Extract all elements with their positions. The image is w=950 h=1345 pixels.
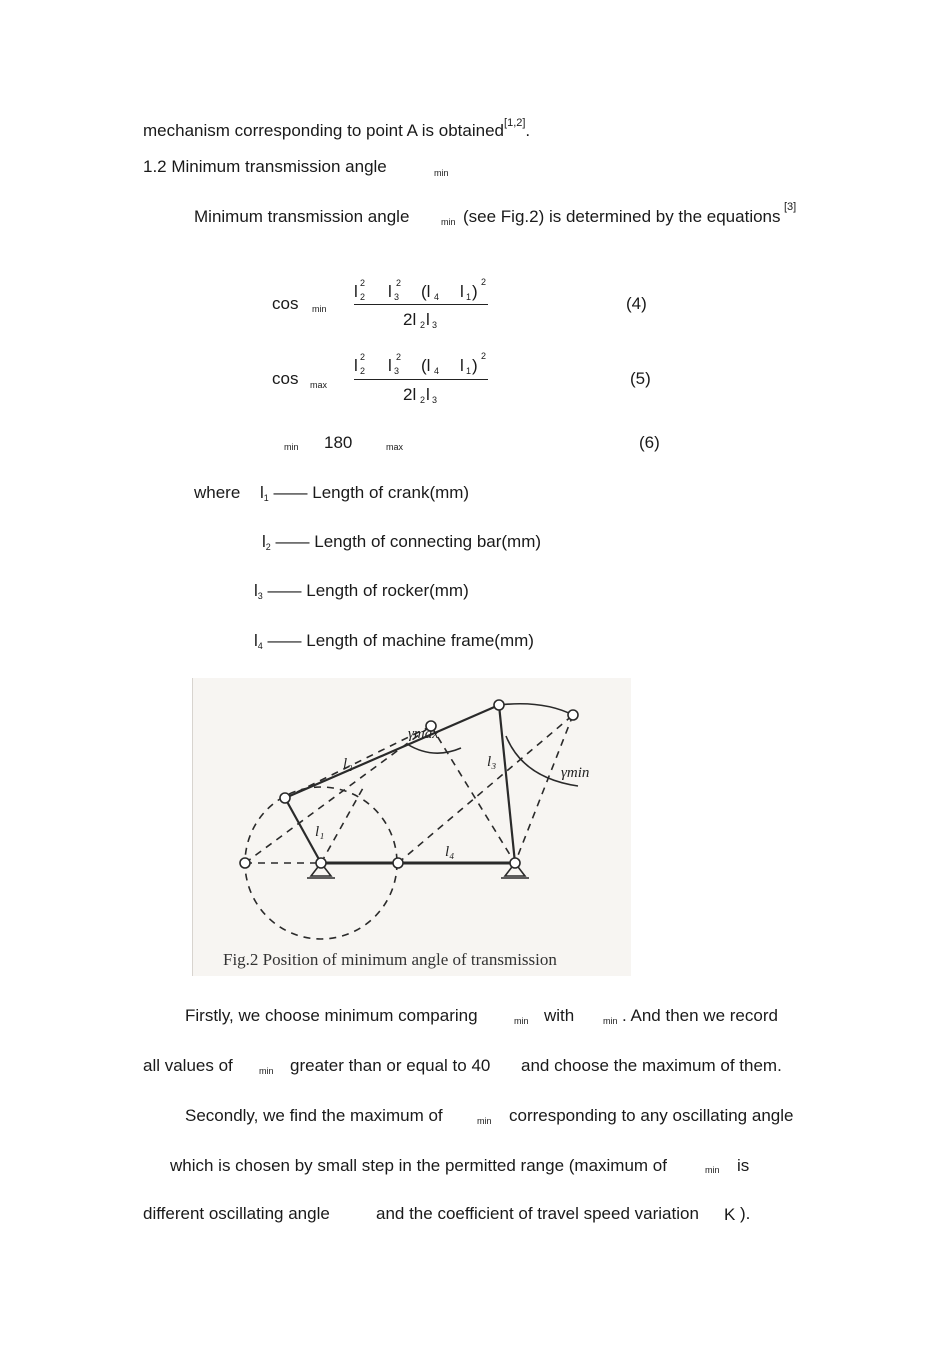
p1-a-sub: min: [514, 1016, 529, 1026]
eq5-sub4: 4: [434, 366, 440, 376]
rocker-arc: [499, 704, 573, 715]
eq4-fraction-bar: [354, 304, 488, 305]
eq5-close: ): [472, 356, 478, 375]
p2-f: and the coefficient of travel speed variation: [376, 1204, 699, 1223]
intro-sub: min: [441, 217, 456, 227]
eq4-l3-sub: 3: [394, 292, 400, 302]
eq4-sub1: 1: [466, 292, 472, 302]
eq4-l1: l: [460, 282, 464, 301]
eq6-number: (6): [639, 433, 660, 452]
p2-c: which is chosen by small step in the permitted range (maximum of: [170, 1156, 667, 1175]
eq5-den-l: l: [426, 385, 430, 404]
eq4-close: ): [472, 282, 478, 301]
section-heading: [143, 157, 387, 177]
eq4-sub: min: [312, 304, 327, 314]
citation-3: [3]: [784, 201, 797, 213]
dashed-crank: [321, 788, 363, 863]
eq4-number: (4): [626, 294, 647, 313]
joint-frame-mid: [393, 858, 403, 868]
where-item: [260, 483, 469, 503]
item-sub: 1: [263, 493, 269, 503]
eq6-value: 180: [324, 433, 353, 452]
item-text: —— Length of connecting bar(mm): [275, 532, 542, 551]
eq5-l1: l: [460, 356, 464, 375]
dashed-rocker-2: [515, 715, 573, 863]
p1-e: greater than or equal to 40: [290, 1056, 491, 1075]
eq5-close-sup: 2: [481, 351, 487, 361]
eq4-den-l: l: [426, 310, 430, 329]
eq5-cos: cos: [272, 369, 299, 388]
p2-a-sub: min: [477, 1116, 492, 1126]
eq5-den: 2l: [403, 385, 417, 404]
dashed-connecting-bar-1: [245, 726, 431, 863]
label-l2: l₂: [343, 756, 353, 772]
p1-b: with: [544, 1006, 575, 1025]
p2-b: corresponding to any oscillating angle: [509, 1106, 794, 1125]
eq5-number: (5): [630, 369, 651, 388]
intro-text: Minimum transmission angle: [194, 207, 410, 226]
where-item: [254, 631, 534, 651]
eq4-paren: (l: [421, 282, 431, 301]
joint-crank-pivot: [316, 858, 326, 868]
eq5-l2-sub: 2: [360, 366, 366, 376]
figure-caption: Fig.2 Position of minimum angle of transmission: [223, 950, 557, 969]
item-text: —— Length of crank(mm): [273, 483, 470, 502]
eq4-l2-sup: 2: [360, 278, 366, 288]
p1-a: Firstly, we choose minimum comparing: [185, 1006, 478, 1025]
eq4-l3-sup: 2: [396, 278, 402, 288]
p2-h: ).: [740, 1204, 751, 1223]
joint-rocker-top: [494, 700, 504, 710]
p1-d: all values of: [143, 1056, 233, 1075]
label-gamma-min: γmin: [561, 765, 590, 781]
figure-2: [192, 678, 631, 976]
p2-c-sub: min: [705, 1165, 720, 1175]
eq4-den-sub2: 2: [420, 320, 426, 330]
label-gamma-max: γmax: [408, 726, 439, 742]
citation-1-2: [1,2]: [504, 117, 526, 129]
eq5-l3-sup: 2: [396, 352, 402, 362]
intro-rest: (see Fig.2) is determined by the equations: [463, 207, 781, 226]
item-text: —— Length of rocker(mm): [267, 581, 469, 600]
where-item: [262, 532, 541, 552]
text-line-1: [143, 117, 531, 141]
joint-left: [240, 858, 250, 868]
eq4-l2: l: [354, 282, 358, 301]
eq4-l2-sub: 2: [360, 292, 366, 302]
eq4-l3: l: [388, 282, 392, 301]
eq5-l2: l: [354, 356, 358, 375]
p2-a: Secondly, we find the maximum of: [185, 1106, 443, 1125]
eq4-den-sub3: 3: [432, 320, 438, 330]
eq4-cos: cos: [272, 294, 299, 313]
eq4-den: 2l: [403, 310, 417, 329]
eq5-l3-sub: 3: [394, 366, 400, 376]
item-symbol: l: [254, 581, 258, 600]
joint-crank-end: [280, 793, 290, 803]
eq6-sub-max: max: [386, 442, 404, 452]
line1-end: .: [525, 121, 531, 140]
eq4-sub4: 4: [434, 292, 440, 302]
joint-dashed-2: [568, 710, 578, 720]
item-sub: 2: [265, 542, 271, 552]
eq4-close-sup: 2: [481, 277, 487, 287]
where-item: [254, 581, 469, 601]
eq5-den-sub3: 3: [432, 395, 438, 405]
p1-f: and choose the maximum of them.: [521, 1056, 782, 1075]
p1-d-sub: min: [259, 1066, 274, 1076]
eq5-l3: l: [388, 356, 392, 375]
eq5-sub1: 1: [466, 366, 472, 376]
line1-text: mechanism corresponding to point A is obtained: [143, 121, 505, 140]
label-l1: l₁: [315, 824, 325, 840]
section-title: 1.2 Minimum transmission angle: [143, 157, 387, 176]
label-l3: l₃: [487, 754, 497, 770]
item-symbol: l: [262, 532, 266, 551]
section-sub: min: [434, 168, 449, 178]
item-text: —— Length of machine frame(mm): [267, 631, 534, 650]
p2-g: K: [724, 1205, 736, 1224]
eq5-den-sub2: 2: [420, 395, 426, 405]
p1-b-sub: min: [603, 1016, 618, 1026]
where-label: where: [194, 483, 241, 502]
p1-c: . And then we record: [622, 1006, 778, 1025]
mechanism-diagram: [193, 678, 631, 976]
eq5-paren: (l: [421, 356, 431, 375]
eq5-sub: max: [310, 380, 328, 390]
p2-e: different oscillating angle: [143, 1204, 330, 1223]
gamma-max-arc: [407, 744, 461, 753]
item-sub: 4: [257, 641, 263, 651]
eq5-l2-sup: 2: [360, 352, 366, 362]
p2-d: is: [737, 1156, 750, 1175]
label-l4: l₄: [445, 844, 455, 860]
item-sub: 3: [257, 591, 263, 601]
joint-rocker-pivot: [510, 858, 520, 868]
item-symbol: l: [254, 631, 258, 650]
item-symbol: l: [260, 483, 264, 502]
eq6-sub-min: min: [284, 442, 299, 452]
eq5-fraction-bar: [354, 379, 488, 380]
